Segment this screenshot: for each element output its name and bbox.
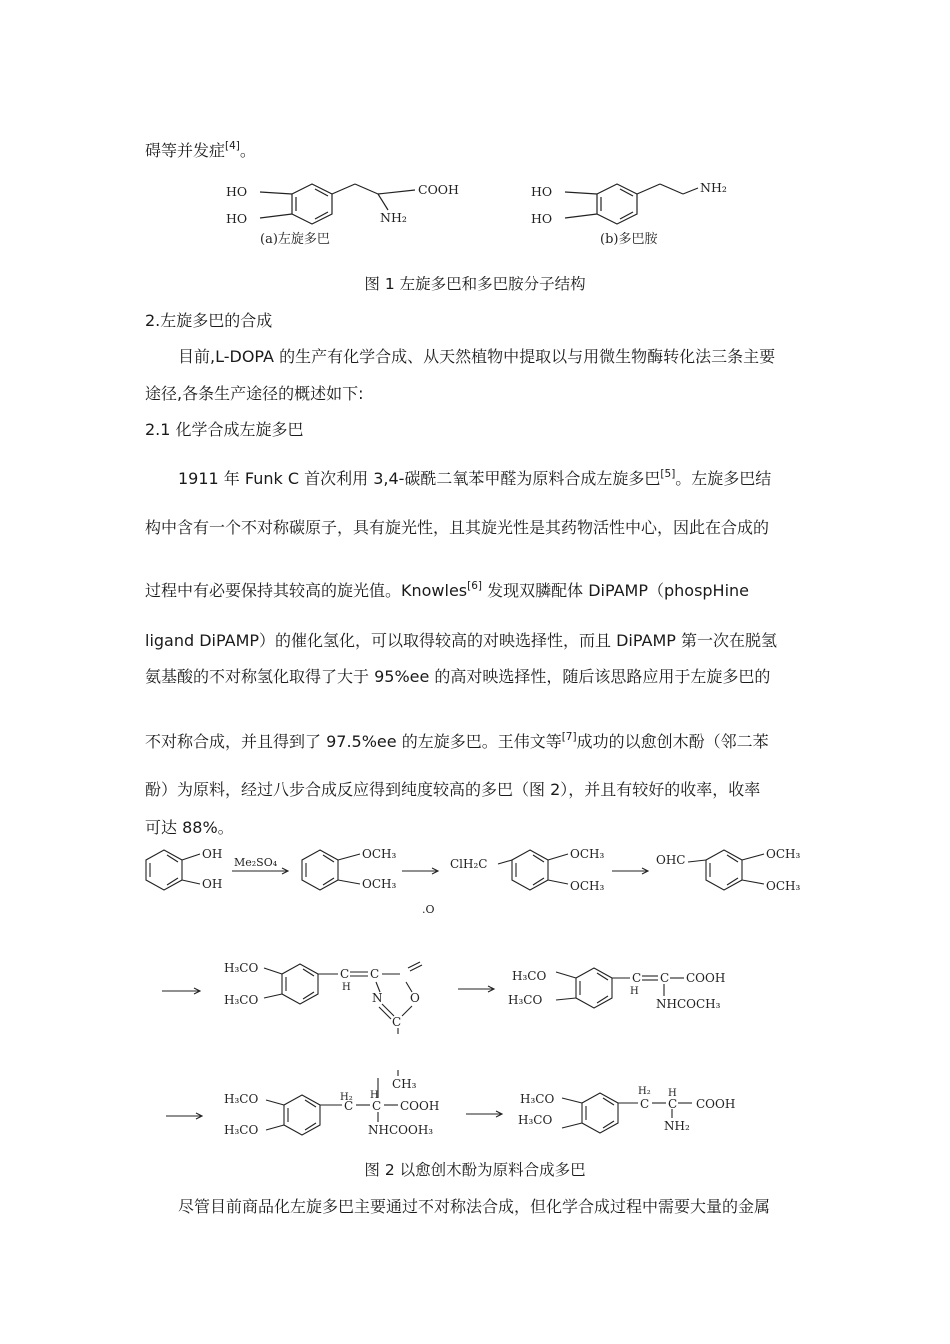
och3-label: OCH₃ <box>766 847 801 861</box>
ho-label: HO <box>531 211 553 226</box>
reagent-label: Me₂SO₄ <box>234 856 278 869</box>
citation[interactable]: [6] <box>467 580 483 592</box>
h3co-label: H₃CO <box>224 993 259 1007</box>
c-label: C <box>392 1015 402 1029</box>
paragraph-line: 可达 88%。 <box>145 818 234 837</box>
h3co-label: H₃CO <box>508 993 543 1007</box>
h3co-label: H₃CO <box>224 1123 259 1137</box>
nhcooh3-label: NHCOOH₃ <box>368 1123 434 1137</box>
nhcoch3-label: NHCOCH₃ <box>656 997 721 1011</box>
paragraph-line: 不对称合成，并且得到了 97.5%ee 的左旋多巴。王伟文等[7]成功的以愈创木酚（邻二苯 <box>145 731 769 751</box>
och3-label: OCH₃ <box>362 877 397 891</box>
och3-label: OCH₃ <box>570 847 605 861</box>
cooh-label: COOH <box>696 1097 736 1111</box>
oh-label: OH <box>202 847 223 861</box>
ho-label: HO <box>531 184 553 199</box>
paragraph-line: 构中含有一个不对称碳原子，具有旋光性，且其旋光性是其药物活性中心，因此在合成的 <box>145 518 770 537</box>
o-label: O <box>410 991 420 1005</box>
ohc-label: OHC <box>656 853 686 867</box>
paragraph-line: 酚）为原料，经过八步合成反应得到纯度较高的多巴（图 2），并且有较好的收率，收率 <box>145 780 761 799</box>
paragraph-line: 途径,各条生产途径的概述如下: <box>145 384 364 403</box>
cooh-label: COOH <box>418 182 459 197</box>
h3co-label: H₃CO <box>518 1113 553 1127</box>
figure-1b-label: (b)多巴胺 <box>600 232 658 247</box>
figure-2-synthesis-scheme <box>140 838 820 1148</box>
paragraph-line: 过程中有必要保持其较高的旋光值。Knowles[6] 发现双膦配体 DiPAMP（phospHine <box>145 580 750 600</box>
figure-1-structures <box>220 176 727 250</box>
h2-label: H₂ <box>638 1086 651 1097</box>
n-label: N <box>372 991 383 1005</box>
h-label: H <box>370 1090 379 1101</box>
och3-label: OCH₃ <box>570 879 605 893</box>
nh2-label: NH₂ <box>700 180 727 195</box>
paragraph-line: ligand DiPAMP）的催化氢化，可以取得较高的对映选择性，而且 DiPAMP 第一次在脱氢 <box>145 631 777 650</box>
paragraph-line: 氨基酸的不对称氢化取得了大于 95%ee 的高对映选择性，随后该思路应用于左旋多巴的 <box>145 667 771 686</box>
c-label: C <box>372 1099 382 1113</box>
ch3-label: CH₃ <box>392 1077 417 1091</box>
h3co-label: H₃CO <box>512 969 547 983</box>
h-label: H <box>342 982 351 993</box>
section-heading: 2.1 化学合成左旋多巴 <box>145 420 304 439</box>
c-label: C <box>632 971 642 985</box>
c-label: C <box>340 967 350 981</box>
nh2-label: NH₂ <box>380 210 407 225</box>
h-label: H <box>630 986 639 997</box>
figure-1-caption: 图 1 左旋多巴和多巴胺分子结构 <box>364 275 586 293</box>
citation[interactable]: [4] <box>225 140 240 152</box>
c-label: C <box>640 1097 650 1111</box>
h3co-label: H₃CO <box>224 961 259 975</box>
ho-label: HO <box>226 211 248 226</box>
text-line: 碍等并发症[4]。 <box>145 140 256 160</box>
h-label: H <box>668 1088 677 1099</box>
clh2c-label: ClH₂C <box>450 857 488 871</box>
figure-1a-label: (a)左旋多巴 <box>260 232 330 247</box>
paragraph-line: 尽管目前商品化左旋多巴主要通过不对称法合成，但化学合成过程中需要大量的金属 <box>178 1197 771 1216</box>
stray-o-label: .O <box>422 903 435 916</box>
figure-2-caption: 图 2 以愈创木酚为原料合成多巴 <box>364 1161 586 1179</box>
ho-label: HO <box>226 184 248 199</box>
cooh-label: COOH <box>400 1099 440 1113</box>
citation[interactable]: [5] <box>660 468 676 480</box>
citation[interactable]: [7] <box>561 731 577 743</box>
nh2-label: NH₂ <box>664 1119 690 1133</box>
och3-label: OCH₃ <box>766 879 801 893</box>
h2-label: H₂ <box>340 1092 353 1103</box>
och3-label: OCH₃ <box>362 847 397 861</box>
h3co-label: H₃CO <box>224 1092 259 1106</box>
cooh-label: COOH <box>686 971 726 985</box>
c-label: C <box>660 971 670 985</box>
h3co-label: H₃CO <box>520 1092 555 1106</box>
c-label: C <box>370 967 380 981</box>
c-label: C <box>668 1097 678 1111</box>
oh-label: OH <box>202 877 223 891</box>
c-label: C <box>344 1099 354 1113</box>
section-heading: 2.左旋多巴的合成 <box>145 311 273 330</box>
paragraph-line: 1911 年 Funk C 首次利用 3,4-碳酰二氧苯甲醛为原料合成左旋多巴[5]。左旋多巴结 <box>178 468 772 488</box>
paragraph-line: 目前,L-DOPA 的生产有化学合成、从天然植物中提取以与用微生物酶转化法三条主要 <box>178 347 776 366</box>
